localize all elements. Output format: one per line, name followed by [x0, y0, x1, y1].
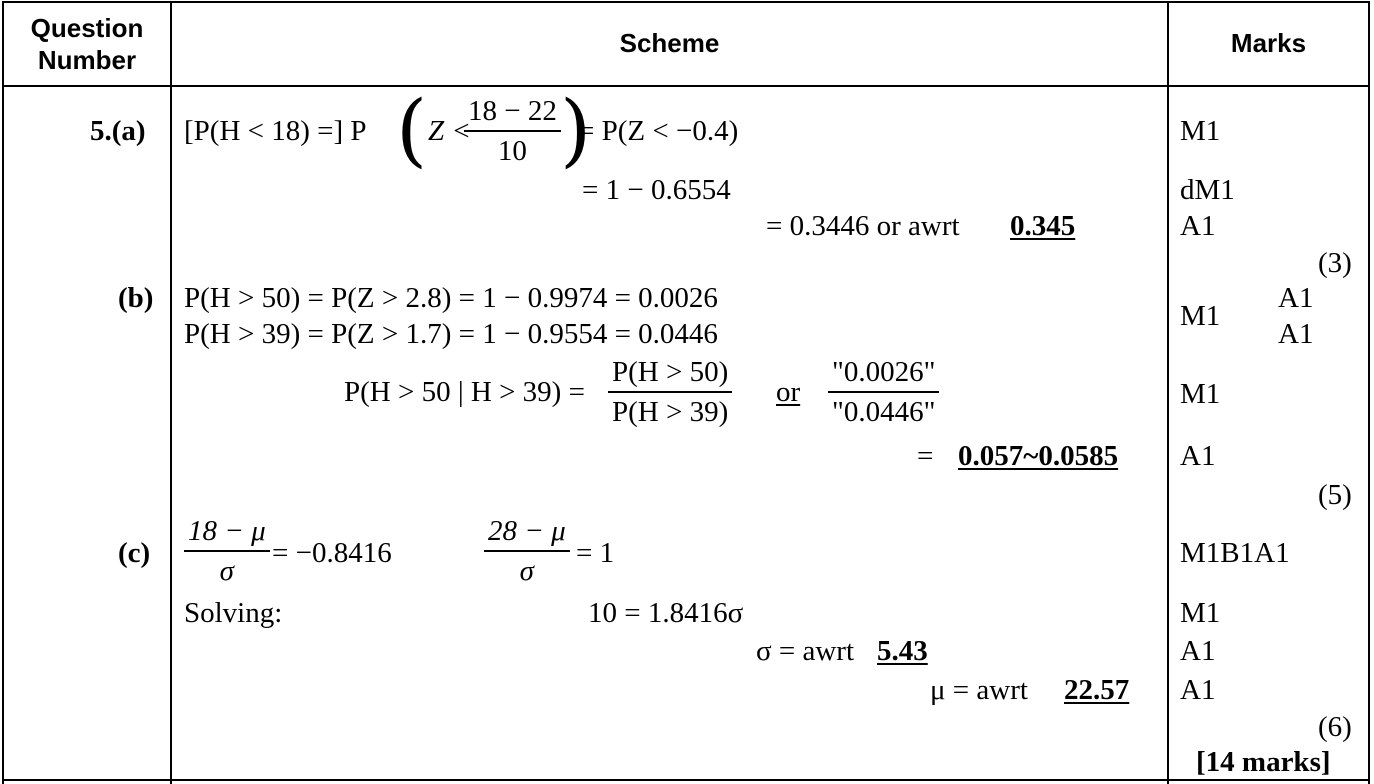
- part-b-mark-a1-result: A1: [1180, 440, 1216, 472]
- table-top-border: [2, 1, 1370, 3]
- header-bottom-border: [2, 85, 1370, 87]
- part-b-label: (b): [118, 282, 154, 314]
- part-c-frac2-den: σ: [519, 555, 534, 587]
- part-b-total: (5): [1318, 479, 1352, 511]
- right-big-paren: ): [560, 83, 592, 176]
- part-b-frac1-den: P(H > 39): [612, 396, 729, 428]
- part-c-total: (6): [1318, 711, 1352, 743]
- part-c-mu-answer: 22.57: [1064, 674, 1130, 706]
- part-c-label: (c): [118, 537, 151, 569]
- part-a-mark3: A1: [1180, 210, 1216, 242]
- part-b-line1: P(H > 50) = P(Z > 2.8) = 1 − 0.9974 = 0.0026: [184, 282, 718, 314]
- part-b-result-eq: =: [917, 440, 934, 472]
- part-c-frac2-num: 28 − μ: [484, 514, 570, 552]
- part-c-mark2: M1: [1180, 597, 1221, 629]
- part-a-mark1: M1: [1180, 115, 1221, 147]
- part-b-frac2-num: "0.0026": [828, 355, 939, 393]
- left-big-paren: (: [396, 83, 428, 176]
- table-bottom-border: [2, 779, 1370, 781]
- part-a-line3-prefix: = 0.3446 or awrt: [766, 210, 960, 242]
- part-b-line2: P(H > 39) = P(Z > 1.7) = 1 − 0.9554 = 0.0446: [184, 318, 718, 350]
- right-border: [1368, 1, 1370, 784]
- header-scheme: Scheme: [619, 28, 720, 58]
- column-divider-2: [1167, 1, 1169, 784]
- part-b-frac2-den: "0.0446": [832, 396, 936, 428]
- part-b-mark-m1: M1: [1180, 300, 1221, 332]
- header-question-number: Question Number: [30, 13, 144, 75]
- grand-total: [14 marks]: [1196, 746, 1331, 778]
- part-c-fraction-1: [184, 514, 270, 588]
- header-marks: Marks: [1230, 28, 1307, 58]
- part-a-label: 5.(a): [90, 115, 146, 147]
- part-c-eq2-rhs: = 1: [576, 537, 615, 569]
- part-a-z-lt: Z <: [428, 115, 471, 147]
- part-c-mark3: A1: [1180, 635, 1216, 667]
- part-a-line1-suffix: = P(Z < −0.4): [578, 115, 739, 147]
- part-c-frac1-den: σ: [219, 555, 234, 587]
- part-b-mark-m1-cond: M1: [1180, 378, 1221, 410]
- part-a-frac-den: 10: [497, 135, 527, 167]
- part-b-or: or: [776, 376, 801, 408]
- part-c-sigma-answer: 5.43: [877, 635, 928, 667]
- part-b-fraction-1: [608, 355, 732, 429]
- part-a-fraction: [464, 94, 561, 168]
- part-c-sigma-prefix: σ = awrt: [756, 635, 855, 667]
- part-b-fraction-2: [828, 355, 939, 429]
- part-a-line1-prefix: [P(H < 18) =] P: [184, 115, 367, 147]
- part-a-answer: 0.345: [1010, 210, 1076, 242]
- part-c-eq1-rhs: = −0.8416: [272, 537, 392, 569]
- part-a-total: (3): [1318, 247, 1352, 279]
- left-border: [2, 1, 4, 784]
- part-b-cond-lhs: P(H > 50 | H > 39) =: [344, 376, 585, 408]
- part-a-frac-num: 18 − 22: [464, 94, 561, 132]
- part-c-frac1-num: 18 − μ: [184, 514, 270, 552]
- part-b-result: 0.057~0.0585: [958, 440, 1119, 472]
- part-b-frac1-num: P(H > 50): [608, 355, 732, 393]
- part-b-mark-a1-bottom: A1: [1278, 318, 1314, 350]
- part-c-mark1: M1B1A1: [1180, 537, 1290, 569]
- part-c-mu-prefix: μ = awrt: [930, 674, 1028, 706]
- part-c-mark4: A1: [1180, 674, 1216, 706]
- part-c-fraction-2: [484, 514, 570, 588]
- part-b-mark-a1-top: A1: [1278, 282, 1314, 314]
- part-a-mark2: dM1: [1180, 174, 1235, 206]
- column-divider-1: [170, 1, 172, 784]
- part-c-solving: Solving:: [184, 597, 283, 629]
- part-c-solving-eq: 10 = 1.8416σ: [588, 597, 744, 629]
- part-a-line2: = 1 − 0.6554: [582, 174, 731, 206]
